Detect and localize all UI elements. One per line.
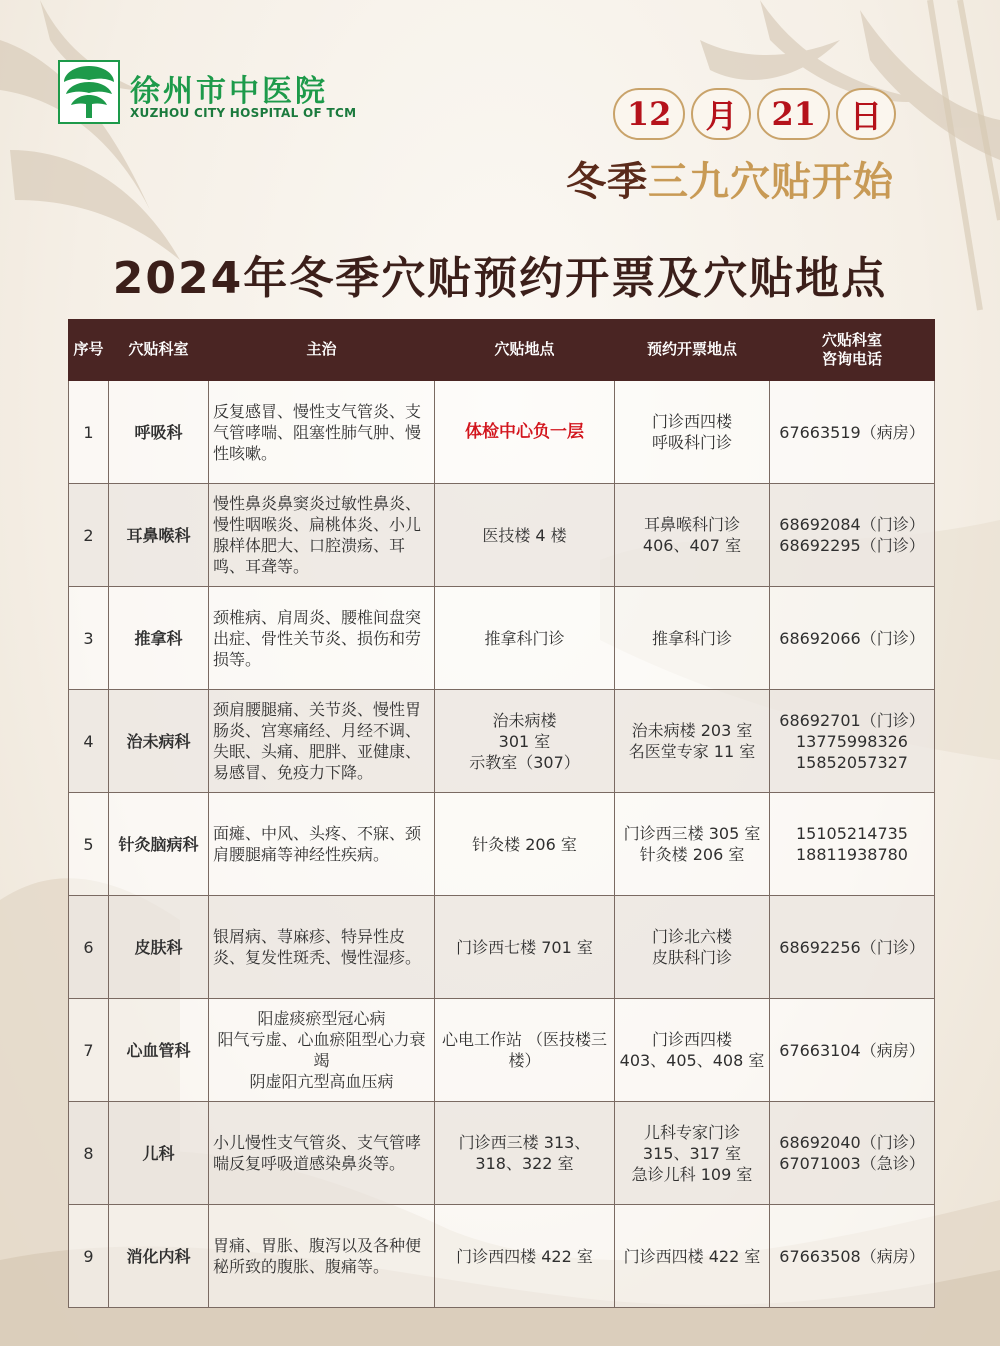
- cell-dept: 皮肤科: [109, 896, 209, 999]
- cell-loc: 医技楼 4 楼: [435, 484, 615, 587]
- cell-no: 5: [69, 793, 109, 896]
- cell-book: 儿科专家门诊 315、317 室 急诊儿科 109 室: [615, 1102, 770, 1205]
- cell-loc: 门诊西四楼 422 室: [435, 1205, 615, 1308]
- table-row: [69, 484, 935, 587]
- cell-tel: 67663519（病房）: [770, 381, 935, 484]
- header-no: 序号: [69, 320, 109, 381]
- subtitle: [566, 150, 894, 207]
- table-row: [69, 1102, 935, 1205]
- header-dept: 穴贴科室: [109, 320, 209, 381]
- cell-tel: 68692084（门诊） 68692295（门诊）: [770, 484, 935, 587]
- table-row: [69, 587, 935, 690]
- cell-cond: 面瘫、中风、头疼、不寐、颈肩腰腿痛等神经性疾病。: [209, 793, 435, 896]
- cell-dept: 心血管科: [109, 999, 209, 1102]
- table-row: [69, 1205, 935, 1308]
- table-row: [69, 896, 935, 999]
- cell-dept: 儿科: [109, 1102, 209, 1205]
- date-day-unit: 日: [836, 88, 896, 140]
- cell-cond: 颈椎病、肩周炎、腰椎间盘突出症、骨性关节炎、损伤和劳损等。: [209, 587, 435, 690]
- cell-tel: 68692040（门诊） 67071003（急诊）: [770, 1102, 935, 1205]
- cell-book: 门诊西四楼 422 室: [615, 1205, 770, 1308]
- cell-dept: 针灸脑病科: [109, 793, 209, 896]
- cell-loc: 门诊西三楼 313、318、322 室: [435, 1102, 615, 1205]
- cell-no: 9: [69, 1205, 109, 1308]
- tree-icon: [58, 60, 120, 124]
- cell-dept: 消化内科: [109, 1205, 209, 1308]
- cell-dept: 呼吸科: [109, 381, 209, 484]
- cell-no: 2: [69, 484, 109, 587]
- table-row: [69, 793, 935, 896]
- cell-tel: 68692701（门诊） 13775998326 15852057327: [770, 690, 935, 793]
- cell-cond: 阳虚痰瘀型冠心病 阳气亏虚、心血瘀阻型心力衰竭 阴虚阳亢型高血压病: [209, 999, 435, 1102]
- cell-dept: 耳鼻喉科: [109, 484, 209, 587]
- date-day: 21: [757, 88, 830, 140]
- cell-tel: 68692256（门诊）: [770, 896, 935, 999]
- table-row: [69, 381, 935, 484]
- cell-cond: 银屑病、荨麻疹、特异性皮炎、复发性斑秃、慢性湿疹。: [209, 896, 435, 999]
- cell-tel: 15105214735 18811938780: [770, 793, 935, 896]
- header-loc: 穴贴地点: [435, 320, 615, 381]
- cell-book: 耳鼻喉科门诊 406、407 室: [615, 484, 770, 587]
- cell-no: 8: [69, 1102, 109, 1205]
- cell-cond: 颈肩腰腿痛、关节炎、慢性胃肠炎、宫寒痛经、月经不调、失眠、头痛、肥胖、亚健康、易感冒、免疫力下降。: [209, 690, 435, 793]
- cell-cond: 慢性鼻炎鼻窦炎过敏性鼻炎、慢性咽喉炎、扁桃体炎、小儿腺样体肥大、口腔溃疡、耳鸣、耳聋等。: [209, 484, 435, 587]
- cell-book: 门诊西四楼 呼吸科门诊: [615, 381, 770, 484]
- header-book: 预约开票地点: [615, 320, 770, 381]
- date-month-unit: 月: [691, 88, 751, 140]
- cell-book: 推拿科门诊: [615, 587, 770, 690]
- cell-cond: 反复感冒、慢性支气管炎、支气管哮喘、阻塞性肺气肿、慢性咳嗽。: [209, 381, 435, 484]
- cell-no: 7: [69, 999, 109, 1102]
- cell-loc: 推拿科门诊: [435, 587, 615, 690]
- cell-book: 门诊西三楼 305 室 针灸楼 206 室: [615, 793, 770, 896]
- schedule-table: [68, 319, 935, 1308]
- header-cond: 主治: [209, 320, 435, 381]
- cell-tel: 67663104（病房）: [770, 999, 935, 1102]
- cell-no: 3: [69, 587, 109, 690]
- cell-book: 治未病楼 203 室 名医堂专家 11 室: [615, 690, 770, 793]
- cell-loc: 针灸楼 206 室: [435, 793, 615, 896]
- cell-loc: 治未病楼 301 室 示教室（307）: [435, 690, 615, 793]
- cell-no: 4: [69, 690, 109, 793]
- date-badge: [613, 88, 896, 140]
- cell-no: 6: [69, 896, 109, 999]
- cell-cond: 胃痛、胃胀、腹泻以及各种便秘所致的腹胀、腹痛等。: [209, 1205, 435, 1308]
- cell-no: 1: [69, 381, 109, 484]
- subtitle-part2: 三九穴贴开始: [648, 158, 894, 205]
- cell-loc: 心电工作站 （医技楼三楼）: [435, 999, 615, 1102]
- hospital-name-en: XUZHOU CITY HOSPITAL OF TCM: [130, 106, 357, 120]
- table-row: [69, 690, 935, 793]
- cell-tel: 67663508（病房）: [770, 1205, 935, 1308]
- date-month: 12: [613, 88, 686, 140]
- cell-book: 门诊北六楼 皮肤科门诊: [615, 896, 770, 999]
- cell-dept: 推拿科: [109, 587, 209, 690]
- hospital-logo: [58, 60, 358, 130]
- cell-cond: 小儿慢性支气管炎、支气管哮喘反复呼吸道感染鼻炎等。: [209, 1102, 435, 1205]
- cell-loc: 门诊西七楼 701 室: [435, 896, 615, 999]
- cell-tel: 68692066（门诊）: [770, 587, 935, 690]
- table-row: [69, 999, 935, 1102]
- cell-book: 门诊西四楼 403、405、408 室: [615, 999, 770, 1102]
- hospital-name-cn: 徐州市中医院: [130, 74, 328, 109]
- page-title: 2024年冬季穴贴预约开票及穴贴地点: [112, 253, 888, 304]
- cell-loc: 体检中心负一层: [435, 381, 615, 484]
- subtitle-part1: 冬季: [566, 158, 648, 205]
- header-tel: 穴贴科室 咨询电话: [770, 320, 935, 381]
- cell-dept: 治未病科: [109, 690, 209, 793]
- table-header-row: [69, 320, 935, 381]
